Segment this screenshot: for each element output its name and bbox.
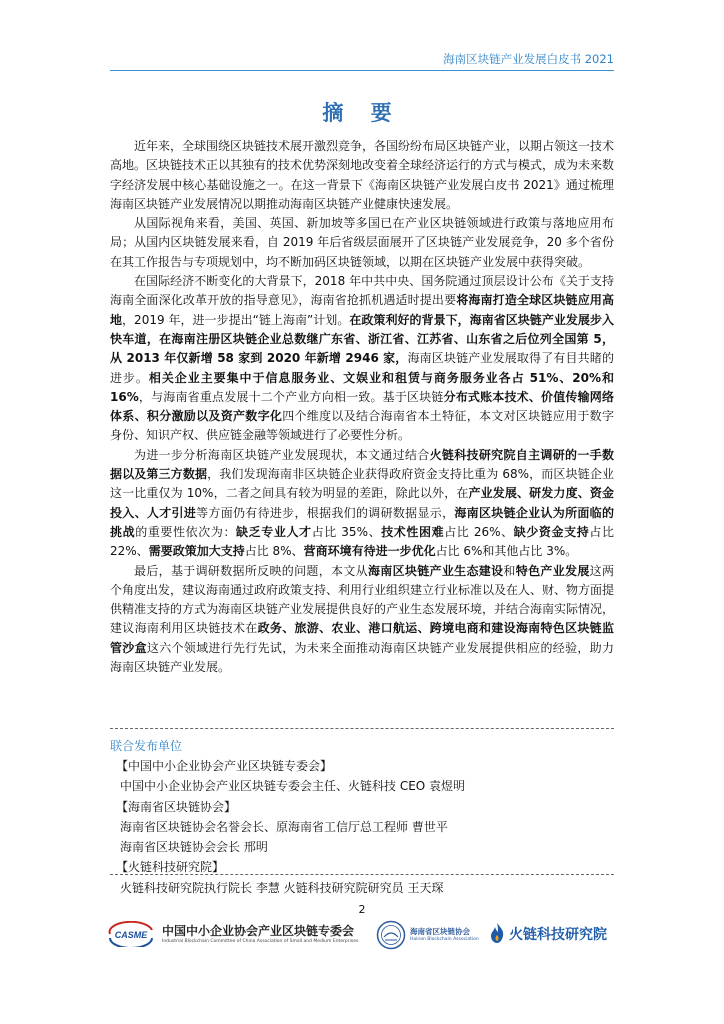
publisher-org: 【火链科技研究院】	[116, 860, 225, 875]
abstract-paragraph	[110, 214, 614, 272]
csme-abbr: CASME	[114, 930, 148, 940]
hainan-subtitle: Hainan Blockchain Association	[410, 937, 479, 942]
paragraph-text: 海南区块链产业发展取得了有目共睹的进步。	[110, 351, 614, 385]
dashed-divider-top	[110, 728, 614, 729]
csme-logo	[106, 916, 366, 952]
emphasis-text: 缺少资金支持	[513, 524, 590, 539]
running-header	[110, 50, 614, 71]
emphasis-text: 分布式账本技术、价值传输网络体系、积分激励以及资产数字化	[110, 389, 614, 424]
hainan-logo	[376, 916, 486, 952]
emphasis-text: 相关企业主要集中于信息服务业、文娱业和租赁与商务服务业各占 51%、20%和 16%	[110, 370, 614, 404]
paragraph-text: 四个维度以及结合海南省本土特征，本文对区块链应用于数字身份、知识产权、供应链金融等领域进行了必要性分析。	[110, 409, 614, 443]
publisher-member: 火链科技研究院执行院长 李慧 火链科技研究院研究员 王天琛	[120, 880, 444, 895]
csme-name: 中国中小企业协会产业区块链专委会	[162, 924, 355, 938]
paragraph-text: 占比 22%、	[110, 524, 614, 559]
publisher-org: 【海南省区块链协会】	[116, 799, 237, 814]
flame-icon	[489, 922, 505, 944]
publishers-heading: 联合发布单位	[110, 739, 183, 753]
csme-logo-icon	[106, 921, 156, 947]
paragraph-text: 的重要性依次为：	[135, 524, 237, 539]
abstract-body	[110, 137, 614, 677]
paragraph-text: 为进一步分析海南区块链产业发展现状，本文通过结合	[134, 447, 430, 462]
emphasis-text: 特色产业发展	[515, 563, 590, 578]
abstract-paragraph	[110, 562, 614, 678]
paragraph-text: 这两个角度出发，建议海南通过政府政策支持、利用行业组织建立行业标准以及在人、财、物方面提供精准支持的方式为海南区块链产业发展提供良好的产业生态发展环境，并结合海南实际情况，建议海南利用区块链技术在	[110, 563, 615, 636]
csme-subtitle: Industrial Blockchain Committee of China Association of Small and Medium Enterprises	[162, 939, 359, 944]
paragraph-text: 近年来，全球围绕区块链技术展开激烈竞争，各国纷纷布局区块链产业，以期占领这一技术高地。区块链技术正以其独有的技术优势深刻地改变着全球经济运行的方式与模式，成为未来数字经济发展中核心基础设施之一。在这一背景下《海南区块链产业发展白皮书 2021》通过梳理海南区块链产业发展情况以期推动海南区块链产业健康快速发展。	[110, 139, 615, 211]
hainan-name: 海南省区块链协会	[410, 927, 470, 936]
emphasis-text: 营商环境有待进一步优化	[303, 544, 436, 559]
huolian-logo	[489, 916, 609, 952]
emphasis-text: 在政策利好的背景下，海南省区块链产业发展步入快车道，在海南注册区块链企业总数继广东省、浙江省、江苏省、山东省之后位列全国第 5，从 2013 年仅新增 58 家到 2020 年新增 2946 家，	[110, 312, 614, 366]
emphasis-text: 海南区块链产业生态建设	[367, 563, 504, 578]
emphasis-text: 技术性困难	[381, 524, 445, 539]
emphasis-text: 产业发展、研发力度、资金投入、人才引进	[110, 486, 614, 520]
paragraph-text: ，与海南省重点发展十二个产业方向相一致。基于区块链	[138, 389, 444, 404]
emphasis-text: 缺乏专业人才	[236, 524, 312, 539]
emphasis-text: 火链科技研究院自主调研的一手数据以及第三方数据	[110, 447, 614, 482]
publisher-org: 【中国中小企业协会产业区块链专委会】	[116, 759, 333, 773]
page-title: 摘 要	[322, 100, 402, 125]
publisher-member: 中国中小企业协会产业区块链专委会主任、火链科技 CEO 袁煜明	[120, 779, 466, 794]
hainan-emblem-icon	[376, 920, 406, 950]
emphasis-text: 政务、旅游、农业、港口航运、跨境电商和建设海南特色区块链监管沙盒	[110, 621, 614, 655]
huolian-name: 火链科技研究院	[509, 927, 607, 943]
paragraph-text: 占比 8%、	[244, 544, 304, 559]
abstract-paragraph	[110, 272, 614, 446]
paragraph-text: 占比 35%、	[311, 524, 382, 539]
abstract-paragraph	[110, 446, 614, 562]
emphasis-text: 将海南打造全球区块链应用高地	[110, 293, 614, 327]
paragraph-text: 占比 26%、	[444, 524, 514, 539]
paragraph-text: ，2019 年，进一步提出“链上海南”计划。	[122, 312, 350, 327]
paragraph-text: 最后，基于调研数据所反映的问题，本文从	[134, 563, 368, 578]
paragraph-text: 等方面仍有待进步，根据我们的调研数据显示，	[196, 505, 455, 520]
emphasis-text: 海南区块链企业认为所面临的挑战	[110, 505, 614, 539]
page-number: 2	[358, 903, 366, 916]
paragraph-text: ，我们发现海南非区块链企业获得政府资金支持比重为 68%，而区块链企业这一比重仅为 10%，二者之间具有较为明显的差距，除此以外，在	[110, 467, 614, 501]
paragraph-text: 从国际视角来看，美国、英国、新加坡等多国已在产业区块链领域进行政策与落地应用布局；从国内区块链发展来看，自 2019 年后省级层面展开了区块链产业发展竞争，20 多个省份在其工作报告与专项规划中，均不断加码区块链领域，以期在区块链产业发展中获得突破。	[110, 216, 614, 269]
running-title: 海南区块链产业发展白皮书 2021	[443, 52, 614, 66]
publisher-member: 海南省区块链协会会长 邢明	[120, 840, 268, 855]
paragraph-text: 占比 6%和其他占比 3%。	[435, 544, 578, 559]
dashed-divider-bottom	[110, 874, 614, 875]
paragraph-text: 在国际经济不断变化的大背景下，2018 年中共中央、国务院通过顶层设计公布《关于支持海南全面深化改革开放的指导意见》，海南省抢抓机遇适时提出要	[110, 274, 614, 308]
footer-logos	[0, 916, 724, 956]
publisher-member: 海南省区块链协会名誉会长、原海南省工信厅总工程师 曹世平	[120, 819, 448, 834]
paragraph-text: 和	[503, 563, 516, 578]
abstract-paragraph	[110, 137, 614, 214]
emphasis-text: 需要政策加大支持	[148, 544, 245, 559]
paragraph-text: 这六个领域进行先行先试，为未来全面推动海南区块链产业发展提供相应的经验，助力海南区块链产业发展。	[110, 640, 614, 675]
